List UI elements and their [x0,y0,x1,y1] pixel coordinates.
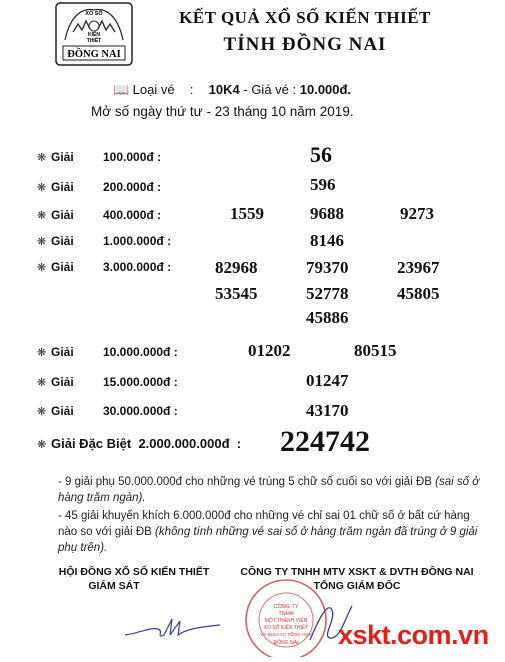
winning-number: 9273 [400,204,434,223]
ticket-type-value: 10K4 [208,82,240,97]
prize-amount: 2.000.000.000đ [138,436,230,451]
prize-row-label: ❋ Giải 3.000.000đ : [37,260,172,274]
svg-text:TNHH: TNHH [278,611,294,617]
winning-number: 79370 [306,258,349,277]
svg-text:XỔ SỐ KIẾN THIẾT: XỔ SỐ KIẾN THIẾT [263,625,309,631]
supervisor-title: HỘI ĐỒNG XỔ SỐ KIẾN THIẾT [58,566,210,578]
ticket-type-label: Loại vé [132,82,175,97]
prize-amount: 100.000đ [103,150,154,164]
prize-row-label: ❋ Giải 15.000.000đ : [37,375,178,389]
prize-amount: 15.000.000đ [103,375,171,389]
prize-amount: 400.000đ [103,208,154,222]
star-icon: ❋ [37,152,47,164]
winning-number: 45886 [306,308,349,327]
special-prize-number: 224742 [280,425,370,458]
star-icon: ❋ [37,182,47,194]
star-icon: ❋ [37,347,47,359]
company-name: CÔNG TY TNHH MTV XSKT & DVTH ĐỒNG NAI [240,566,474,578]
draw-date-line: Mở số ngày thứ tư - 23 tháng 10 năm 2019. [91,104,354,119]
winning-number: 23967 [397,258,440,277]
winning-number: 45805 [397,284,440,303]
logo-line3: THIẾT [86,38,102,44]
star-icon: ❋ [37,262,47,274]
winning-number: 01247 [306,371,349,390]
prize-amount: 30.000.000đ [103,404,171,418]
logo-line1: XỔ SỐ [85,11,103,17]
ticket-info-line [113,82,351,98]
winning-number: 8146 [310,231,344,250]
director-title: TỔNG GIÁM ĐỐC [313,580,401,592]
prize-row-label: ❋ Giải 100.000đ : [37,150,162,164]
ticket-price-value: 10.000đ. [299,82,352,97]
winning-number: 82968 [215,258,258,277]
star-icon: ❋ [37,377,47,389]
prize-amount: 3.000.000đ [103,260,164,274]
svg-text:CÔNG TY: CÔNG TY [273,604,299,610]
supervisor-role: GIÁM SÁT [88,580,140,592]
logo-name: ĐỒNG NAI [67,49,121,60]
star-icon: ❋ [37,236,47,248]
winning-number: 01202 [248,341,291,360]
prize-row-label: ❋ Giải 1.000.000đ : [37,234,172,248]
note-encouragement: - 45 giải khuyến khích 6.000.000đ cho những vé chỉ sai 01 chữ số ở bất cứ hàng nào so với giải ĐB (không tính những vé sai số ở hàng trăm ngàn đã trúng ở 9 giải phụ trên). [58,510,478,554]
prize-row-label: ❋ Giải 30.000.000đ : [37,404,178,418]
page-title: KẾT QUẢ XỔ SỐ KIẾN THIẾT [179,8,431,27]
page-subtitle: TỈNH ĐỒNG NAI [223,34,387,55]
prize-row-label: ❋ Giải 400.000đ : [37,208,162,222]
book-icon: 📖 [113,82,130,97]
prize-amount: 1.000.000đ [103,234,164,248]
star-icon: ❋ [37,406,47,418]
ticket-type-sep: : [189,82,194,97]
svg-text:MỘT THÀNH VIÊN: MỘT THÀNH VIÊN [264,618,308,624]
supervisor-signature [120,605,230,645]
winning-number: 1559 [230,204,264,223]
prize-row-label: ❋ Giải 200.000đ : [37,180,162,194]
winning-number: 56 [310,142,332,167]
dong-nai-lottery-logo [55,2,133,66]
prize-row-label: ❋ Giải 10.000.000đ : [37,345,178,359]
special-prize-label: ❋ Giải Đặc Biệt 2.000.000.000đ : [37,436,242,451]
winning-number: 53545 [215,284,258,303]
logo-line2: KIẾN [88,32,100,38]
svg-text:VÀ DỊCH VỤ TỔNG HỢP: VÀ DỊCH VỤ TỔNG HỢP [260,632,312,637]
star-icon: ❋ [37,439,47,451]
ticket-price-label: - Giá vé : [243,82,297,97]
winning-number: 43170 [306,401,349,420]
prize-amount: 10.000.000đ [103,345,171,359]
winning-number: 80515 [354,341,397,360]
star-icon: ❋ [37,210,47,222]
xskt-watermark: xskt.com.vn [338,620,489,650]
svg-text:ĐỒNG NAI: ĐỒNG NAI [273,640,299,646]
note-consolation: - 9 giải phụ 50.000.000đ cho những vé trúng 5 chữ số cuối so với giải ĐB (sai số ở hàng trăm ngàn). [58,476,480,504]
winning-number: 52778 [306,284,349,303]
prize-amount: 200.000đ [103,180,154,194]
winning-number: 9688 [310,204,344,223]
winning-number: 596 [310,175,336,194]
